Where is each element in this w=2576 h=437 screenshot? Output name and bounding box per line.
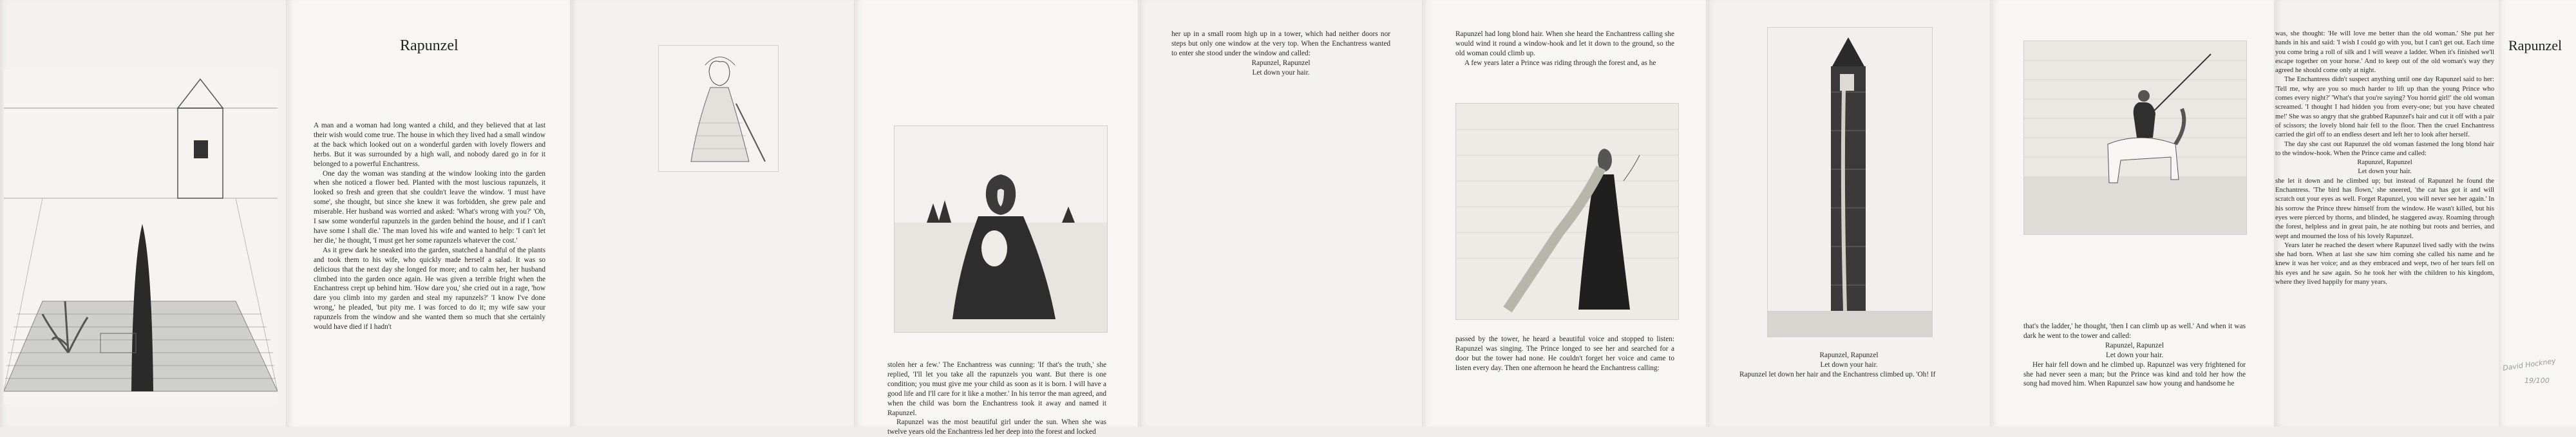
- book-title: Rapunzel: [400, 37, 459, 54]
- story-text-2: [887, 360, 1106, 437]
- prince-horse-etching: [2023, 41, 2247, 235]
- paragraph: passed by the tower, he heard a beautiful voice and stopped to listen: Rapunzel was singing. The Prince longed to see her and searched for a door but the tower had none. He couldn't forget her voice and came to listen every day. Then one afternoon he heard the Enchantress calling:: [1455, 335, 1674, 372]
- verse-line: Rapunzel, Rapunzel: [2357, 159, 2412, 167]
- panel-frontispiece: [0, 0, 287, 427]
- verse-line: Rapunzel, Rapunzel: [2105, 341, 2164, 349]
- long-hair-etching: [1455, 103, 1679, 320]
- edition-number: 19/100: [2524, 377, 2550, 385]
- verse-line: Let down your hair.: [2105, 351, 2164, 359]
- paragraph: Rapunzel had long blond hair. When she heard the Enchantress calling she would wind it round a window-hook and let it down to the ground, so the old woman could climb up.: [1455, 30, 1674, 57]
- verse-line: Let down your hair.: [2358, 168, 2412, 176]
- paragraph: The day she cast out Rapunzel the old woman fastened the long blond hair to the window-hook. When the Prince came and called:: [2275, 140, 2494, 157]
- paragraph: One day the woman was standing at the window looking into the garden when she noticed a flower bed. Planted with the most luscious rapunzels, it looked so fresh and green that she couldn't leave the window. 'I must have some', she thought, but since she knew it was forbidden, she grew pale and miserable. Her husband was worried and asked: 'What's wrong with you?' 'Oh, I saw some wonderful rapunzels in the garden behind the house, and if I can't have some I shall die.' The man loved his wife and wanted to help: 'I can't let her die,' he thought, 'I must get her some rapunzels whatever the cost.': [314, 169, 545, 245]
- panel-tower-window: [1139, 0, 1423, 427]
- back-title: Rapunzel: [2508, 37, 2562, 53]
- paragraph: was, she thought: 'He will love me better than the old woman.' She put her hands in his and said: 'I wish I could go with you, but I can't get out. Each time you come bring a roll of silk and I will weave a ladder. When it's finished we'll escape together on your horse.' And to keep out of the old woman's way they agreed he should come only at night.: [2275, 30, 2494, 75]
- panel-title-text: [287, 0, 571, 427]
- paragraph: that's the ladder,' he thought, 'then I can climb up as well.' And when it was dark he went to the tower and called:: [2023, 322, 2246, 340]
- paragraph: A man and a woman had long wanted a child, and they believed that at last their wish would come true. The house in which they lived had a small window at the back which looked out on a wonderful garden with lovely flowers and herbs. But it was surrounded by a high wall, and nobody dared go in for it belonged to a powerful Enchantress.: [314, 122, 545, 168]
- panel-mother-child: [855, 0, 1139, 436]
- panel-enchantress-plate: [571, 0, 855, 427]
- verse-line: Rapunzel, Rapunzel: [1251, 59, 1311, 67]
- verse-line: Rapunzel, Rapunzel: [1819, 351, 1879, 359]
- mother-child-etching: [894, 126, 1108, 333]
- paragraph: Years later he reached the desert where Rapunzel lived sadly with the twins she had born. When at last she saw him coming she called his name and he knew it was her voice; and as they embraced and wept, two of her tears fell on his eyes and he saw again. So he took her with the children to his kingdom, where they lived happily for many years.: [2275, 241, 2494, 286]
- paragraph: stolen her a few.' The Enchantress was cunning: 'If that's the truth,' she replied, 'I'll let you take all the rapunzels you want. But there is one condition; you must give me your child as soon as it is born. I will have a good life and I'll care for it like a mother.' In his terror the man agreed, and when the child was born the Enchantress took it away and named it Rapunzel.: [887, 361, 1106, 417]
- tall-tower-etching: [1767, 27, 1933, 337]
- story-text-1: [314, 121, 545, 332]
- story-text-8: [2275, 30, 2494, 287]
- paragraph: Her hair fell down and he climbed up. Rapunzel was very frightened for she had never seen a man; but the Prince was kind and told her how the song had moved him. When Rapunzel saw how young and handsome he: [2023, 360, 2246, 388]
- artist-signature: David Hockney: [2502, 357, 2557, 373]
- panel-back-cover: [2499, 0, 2576, 427]
- paragraph: The Enchantress didn't suspect anything until one day Rapunzel said to her: 'Tell me, why are you so much harder to lift up than the young Prince who comes every night?' 'What's that you're saying? You horrid girl!' the old woman screamed. 'I thought I had hidden you from every-one; but you have cheated me!' She was so angry that she grabbed Rapunzel's hair and cut it off with a pair of scissors; the lovely blond hair fell to the floor. Then the cruel Enchantress carried the girl off to an endless desert and left her to look after herself.: [2275, 76, 2494, 139]
- paragraph: Rapunzel was the most beautiful girl under the sun. When she was twelve years old the Enchantress led her deep into the forest and locked: [887, 418, 1106, 436]
- paragraph: her up in a small room high up in a tower, which had neither doors nor steps but only one window at the very top. When the Enchantress wanted to enter she stood under the window and called:: [1171, 30, 1390, 57]
- story-text-6: [1739, 351, 1958, 380]
- paragraph: she let it down and he climbed up; but instead of Rapunzel he found the Enchantress. 'The bird has flown,' she sneered, 'the cat has got it and will scratch out your eyes as well. Forget Rapunzel, you will never see her again.' In his sorrow the Prince threw himself from the window. He wasn't killed, but his eyes were pierced by thorns, and blinded, he staggered away. Roaming through the forest, helpless and in great pain, he ate nothing but roots and berries, and wept and mourned the loss of his lovely Rapunzel.: [2275, 177, 2494, 240]
- story-text-7: [2023, 322, 2246, 389]
- verse-line: Let down your hair.: [1820, 360, 1878, 369]
- story-text-4: [1455, 30, 1674, 68]
- garden-tower-etching: [4, 70, 278, 404]
- enchantress-etching: [658, 45, 779, 172]
- story-text-5: [1455, 335, 1674, 373]
- panel-tall-tower: [1707, 0, 1991, 427]
- panel-prince-horse: [1991, 0, 2275, 427]
- paragraph: A few years later a Prince was riding through the forest and, as he: [1464, 59, 1656, 67]
- story-text-3: [1171, 30, 1390, 78]
- paragraph: As it grew dark he sneaked into the garden, snatched a handful of the plants and took them to his wife, who quickly made herself a salad. It was so delicious that the next day she longed for more; and to calm her, her husband climbed into the garden once again. He was given a terrible fright when the Enchantress crept up behind him. 'How dare you,' she cried out in a rage, 'how dare you climb into my garden and steal my rapunzels?' 'I know I've done wrong,' he pleaded, 'but pity me. I was forced to do it; my wife saw your rapunzels from the window and she wanted them so much that she certainly would have died if I hadn't: [314, 246, 545, 331]
- verse-line: Let down your hair.: [1252, 68, 1310, 77]
- panel-long-hair: [1423, 0, 1707, 427]
- paragraph: Rapunzel let down her hair and the Enchantress climbed up. 'Oh! If: [1739, 370, 1936, 378]
